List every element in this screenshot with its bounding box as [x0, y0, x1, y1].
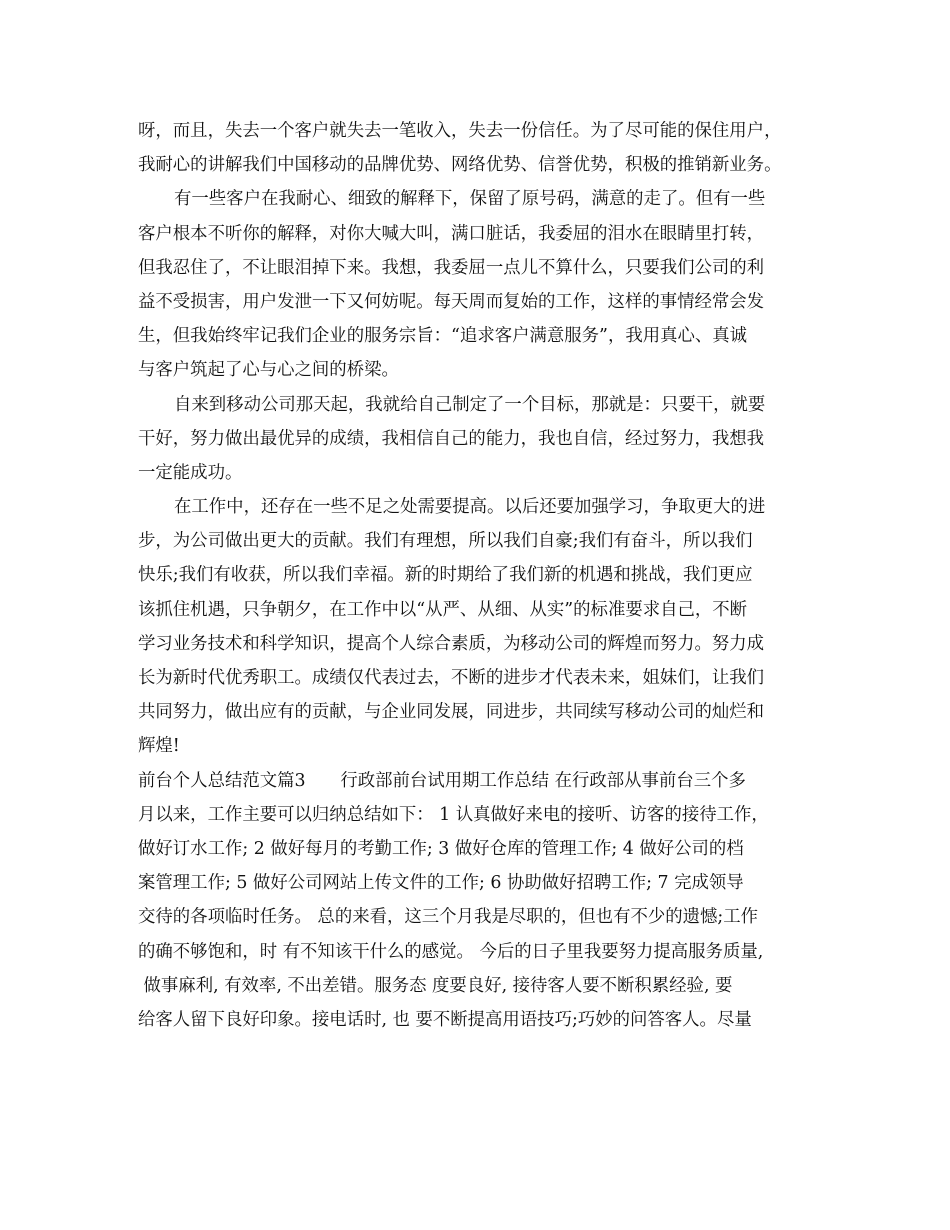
text-line: 做事麻利, 有效率, 不出差错。服务态 度要良好, 接待客人要不断积累经验, 要 [138, 975, 733, 996]
text-line: 快乐;我们有收获，所以我们幸福。新的时期给了我们新的机遇和挑战，我们更应 [138, 565, 753, 586]
text-line: 案管理工作; 5 做好公司网站上传文件的工作; 6 协助做好招聘工作; 7 完成领导 [138, 873, 744, 894]
text-line: 学习业务技术和科学知识，提高个人综合素质，为移动公司的辉煌而努力。努力成 [138, 633, 765, 654]
text-line: 与客户筑起了心与心之间的桥梁。 [138, 360, 399, 381]
text-line: 干好，努力做出最优异的成绩，我相信自己的能力，我也自信，经过努力，我想我 [138, 428, 765, 449]
text-line: 但我忍住了，不让眼泪掉下来。我想，我委屈一点儿不算什么，只要我们公司的利 [138, 257, 765, 278]
text-line: 共同努力，做出应有的贡献，与企业同发展，同进步，共同续写移动公司的灿烂和 [138, 702, 765, 723]
text-line: 给客人留下良好印象。接电话时, 也 要不断提高用语技巧;巧妙的问答客人。尽量 [138, 1009, 752, 1030]
text-line: 一定能成功。 [138, 462, 243, 483]
text-line: 我耐心的讲解我们中国移动的品牌优势、网络优势、信誉优势，积极的推销新业务。 [138, 155, 782, 176]
text-line: 步，为公司做出更大的贡献。我们有理想，所以我们自豪;我们有奋斗，所以我们 [138, 531, 753, 552]
text-line: 长为新时代优秀职工。成绩仅代表过去，不断的进步才代表未来，姐妹们，让我们 [138, 668, 765, 688]
text-line: 的确不够饱和，时 有不知该干什么的感觉。 今后的日子里我要努力提高服务质量, [138, 941, 764, 962]
text-line: 该抓住机遇，只争朝夕，在工作中以“从严、从细、从实”的标准要求自己，不断 [138, 599, 748, 620]
document-body [138, 114, 828, 1037]
paragraph-start-line: 有一些客户在我耐心、细致的解释下，保留了原号码，满意的走了。但有一些 [174, 189, 766, 210]
text-line: 辉煌! [138, 736, 180, 757]
text-line: 做好订水工作; 2 做好每月的考勤工作; 3 做好仓库的管理工作; 4 做好公司的档 [138, 838, 744, 859]
text-line: 益不受损害，用户发泄一下又何妨呢。每天周而复始的工作，这样的事情经常会发 [138, 291, 765, 312]
text-line: 客户根本不听你的解释，对你大喊大叫，满口脏话，我委屈的泪水在眼睛里打转， [138, 223, 765, 244]
text-line: 生，但我始终牢记我们企业的服务宗旨：“追求客户满意服务”，我用真心、真诚 [138, 326, 748, 347]
text-line: 交待的各项临时任务。 总的来看，这三个月我是尽职的，但也有不少的遗憾;工作 [138, 907, 759, 928]
text-line: 月以来，工作主要可以归纳总结如下： 1 认真做好来电的接听、访客的接待工作， [138, 804, 769, 825]
section-heading-line: 前台个人总结范文篇3 行政部前台试用期工作总结 在行政部从事前台三个多 [138, 770, 746, 791]
paragraph-start-line: 在工作中，还存在一些不足之处需要提高。以后还要加强学习，争取更大的进 [174, 497, 766, 518]
text-line: 呀，而且，失去一个客户就失去一笔收入，失去一份信任。为了尽可能的保住用户， [138, 121, 782, 141]
paragraph-start-line: 自来到移动公司那天起，我就给自己制定了一个目标，那就是：只要干，就要 [174, 394, 766, 415]
